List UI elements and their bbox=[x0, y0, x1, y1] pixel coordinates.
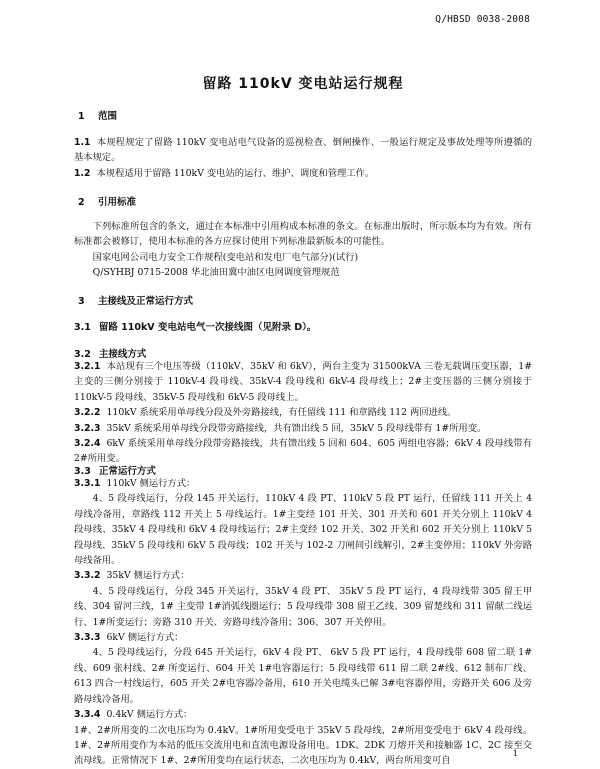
clause-3-3-2: 3.3.2 35kV 侧运行方式： bbox=[74, 570, 190, 582]
reference-item: 国家电网公司电力安全工作规程(变电站和发电厂电气部分)(试行) bbox=[92, 251, 359, 263]
clause-1-2: 1.2 本规程适用于留路 110kV 变电站的运行、维护、调度和管理工作。 bbox=[74, 167, 375, 179]
section-2-body bbox=[74, 219, 532, 281]
clause-3-2-2: 3.2.2 110kV 系统采用单母线分段及外旁路接线，有任留线 111 和章路线 112 两回进线。 bbox=[74, 407, 457, 419]
references-intro: 下列标准所包含的条文，通过在本标准中引用构成本标准的条文。在标准出版时，所示版本均为有效。所有标准都会被修订，使用本标准的各方应探讨使用下列标准最新版本的可能性。 bbox=[74, 221, 532, 248]
clause-1-1: 1.1 本规程规定了留路 110kV 变电站电气设备的巡视检查、倒闸操作、一般运行规定及事故处理等所遵循的基本规定。 bbox=[74, 137, 532, 164]
clause-3-3-3-text: 4、5 段母线运行，分段 645 开关运行，6kV 4 段 PT、 6kV 5 段 PT 运行，4 段母线带 608 留二联 1#线、609 张村线、2# 所变运行、604 开关 1#电容器运行；5 段母线带 611 留二联 2#线、612 制布厂线、613 四合一村线运行，605 开关 2#电容器冷备用，610 开关电缆头已解 3#电容器停用，旁路开关 606 及旁路母线冷备用。 bbox=[74, 647, 532, 705]
section-number: 1 bbox=[78, 111, 85, 122]
clause-3-2-3: 3.2.3 35kV 系统采用单母线分段带旁路接线，共有馈出线 5 回，35kV 5 段母线带有 1#所用变。 bbox=[74, 422, 487, 434]
section-title: 范围 bbox=[98, 111, 118, 122]
document-code: Q/HBSD 0038-2008 bbox=[435, 14, 530, 25]
page-number: 1 bbox=[512, 749, 518, 759]
clause-3-3-3: 3.3.3 6kV 侧运行方式： bbox=[74, 632, 184, 644]
clause-3-2-body bbox=[74, 359, 532, 467]
clause-3-3-body bbox=[74, 476, 532, 769]
section-title: 引用标准 bbox=[98, 197, 137, 208]
clause-3-2-1: 3.2.1 本站现有三个电压等级（110kV、35kV 和 6kV），两台主变为 31500kVA 三卷无载调压变压器，1#主变的三侧分别接于 110kV-4 段母线、35kV-4 段母线和 6kV-4 段母线上；2#主变压器的三侧分别接于 110kV-5 段母线、35kV-5 段母线和 6kV-5 段母线上。 bbox=[74, 361, 532, 403]
clause-3-2-heading: 3.2 主接线方式 bbox=[74, 349, 147, 360]
clause-3-3-4-text: 1#、2#所用变的二次电压均为 0.4kV。1#所用变受电于 35kV 5 段母线，2#所用变受电于 6kV 4 段母线。1#、2#所用变作为本站的低压交流用电和直流电源设备用电。1DK、2DK 刀熔开关和接触器 1C、2C 接至交流母线。正常情况下 1#、2#所用变均在运行状态，二次电压均为 0.4kV，两台所用变可自 bbox=[74, 724, 532, 767]
document-title: 留路 110kV 变电站运行规程 bbox=[202, 76, 404, 92]
section-3-heading bbox=[74, 293, 193, 307]
reference-item: Q/SYHBJ 0715-2008 华北油田冀中油区电网调度管理规范 bbox=[92, 267, 340, 279]
clause-3-3-4: 3.3.4 0.4kV 侧运行方式： bbox=[74, 709, 193, 721]
section-number: 3 bbox=[78, 296, 85, 307]
clause-3-3-heading: 3.3 正常运行方式 bbox=[74, 466, 156, 477]
clause-3-3-1-text: 4、5 段母线运行，分段 145 开关运行，110kV 4 段 PT、110kV 5 段 PT 运行，任留线 111 开关上 4 母线冷备用，章路线 112 开关上 5 母线运行。1#主变经 101 开关、301 开关和 601 开关分别上 110kV 4 段母线、35kV 4 段母线和 6kV 4 段母线运行；2#主变经 102 开关、302 开关和 602 开关分别上 110kV 5 段母线、35kV 5 段母线和 6kV 5 段母线；102 开关与 102-2 刀闸间引线解引，2#主变停用；110kV 外旁路母线备用。 bbox=[74, 493, 532, 567]
section-1-body bbox=[74, 135, 532, 181]
clause-3-3-2-text: 4、5 段母线运行，分段 345 开关运行，35kV 4 段 PT、 35kV 5 段 PT 运行，4 段母线带 305 留王甲线、304 留河三线，1# 主变带 1#消弧线圈运行；5 段母线带 308 留王乙线、309 留楚线和 311 留献二线运行、1#所变运行；旁路 310 开关、旁路母线冷备用；306、307 开关停用。 bbox=[74, 585, 532, 628]
clause-3-3-1: 3.3.1 110kV 侧运行方式： bbox=[74, 478, 196, 489]
clause-3-2-4: 3.2.4 6kV 系统采用单母线分段带旁路接线，共有馈出线 5 回和 604、605 两组电容器；6kV 4 段母线带有 2#所用变。 bbox=[74, 438, 532, 465]
section-2-heading bbox=[74, 194, 136, 208]
section-number: 2 bbox=[78, 197, 85, 208]
section-title: 主接线及正常运行方式 bbox=[98, 296, 194, 307]
section-1-heading bbox=[74, 108, 117, 122]
clause-3-1: 3.1 留路 110kV 变电站电气一次接线图（见附录 D）。 bbox=[74, 322, 317, 333]
